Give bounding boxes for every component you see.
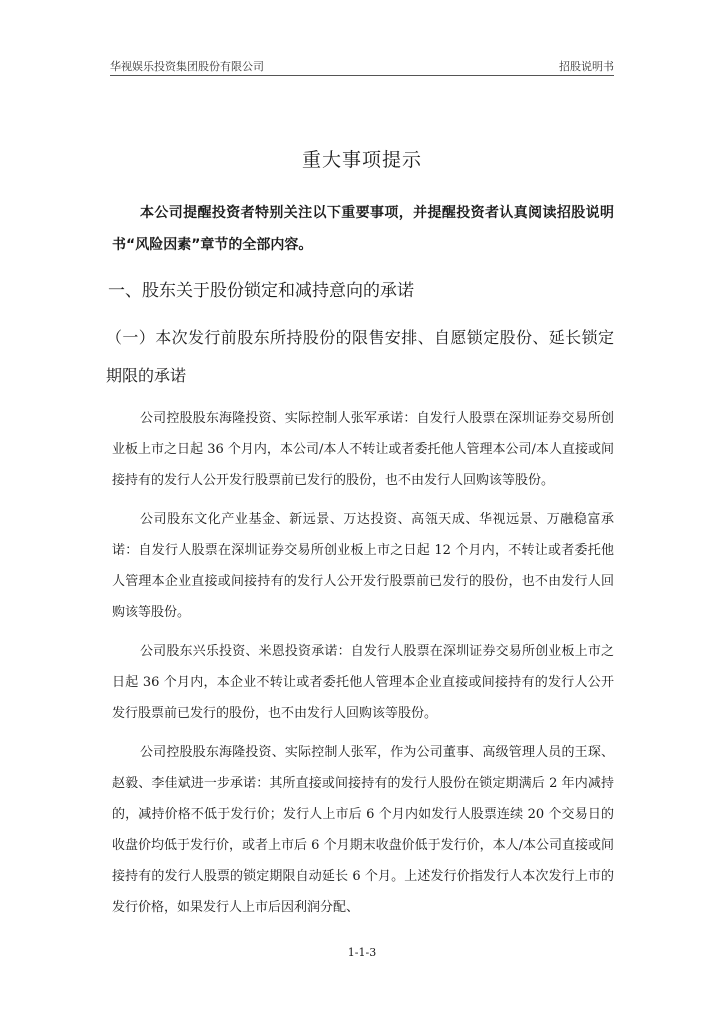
page-number: 1-1-3: [347, 946, 377, 959]
page-header: [110, 58, 614, 76]
important-notice: 本公司提醒投资者特别关注以下重要事项，并提醒投资者认真阅读招股说明书“风险因素”章节的全部内容。: [112, 205, 614, 253]
header-company-name: 华视娱乐投资集团股份有限公司: [110, 60, 264, 73]
header-document-type: 招股说明书: [559, 60, 614, 73]
header-divider: [110, 75, 614, 76]
section-heading: 一、股东关于股份锁定和减持意向的承诺: [108, 281, 414, 301]
document-body: [106, 197, 614, 931]
subsection-heading: （一）本次发行前股东所持股份的限售安排、自愿锁定股份、延长锁定期限的承诺: [106, 328, 614, 385]
paragraph: 公司股东文化产业基金、新远景、万达投资、高瓴天成、华视远景、万融稳富承诺：自发行人股票在深圳证券交易所创业板上市之日起 12 个月内，不转让或者委托他人管理本企业直接或间接持有的发行人公开发行股票前已发行的股份，也不由发行人回购该等股份。: [112, 512, 614, 620]
paragraph: 公司控股股东海隆投资、实际控制人张军承诺：自发行人股票在深圳证券交易所创业板上市之日起 36 个月内，本公司/本人不转让或者委托他人管理本公司/本人直接或间接持有的发行人公开发行股票前已发行的股份，也不由发行人回购该等股份。: [112, 411, 614, 488]
paragraph: 公司股东兴乐投资、米恩投资承诺：自发行人股票在深圳证券交易所创业板上市之日起 36 个月内，本企业不转让或者委托他人管理本企业直接或间接持有的发行人公开发行股票前已发行的股份，也不由发行人回购该等股份。: [112, 644, 614, 721]
paragraph: 公司控股股东海隆投资、实际控制人张军，作为公司董事、高级管理人员的王琛、赵毅、李佳斌进一步承诺：其所直接或间接持有的发行人股份在锁定期满后 2 年内减持的，减持价格不低于发行价；发行人上市后 6 个月内如发行人股票连续 20 个交易日的收盘价均低于发行价，或者上市后 6 个月期末收盘价低于发行价，本人/本公司直接或间接持有的发行人股票的锁定期限自动延长 6 个月。上述发行价指发行人本次发行上市的发行价格，如果发行人上市后因利润分配、: [112, 745, 614, 915]
document-title: 重大事项提示: [301, 149, 422, 171]
